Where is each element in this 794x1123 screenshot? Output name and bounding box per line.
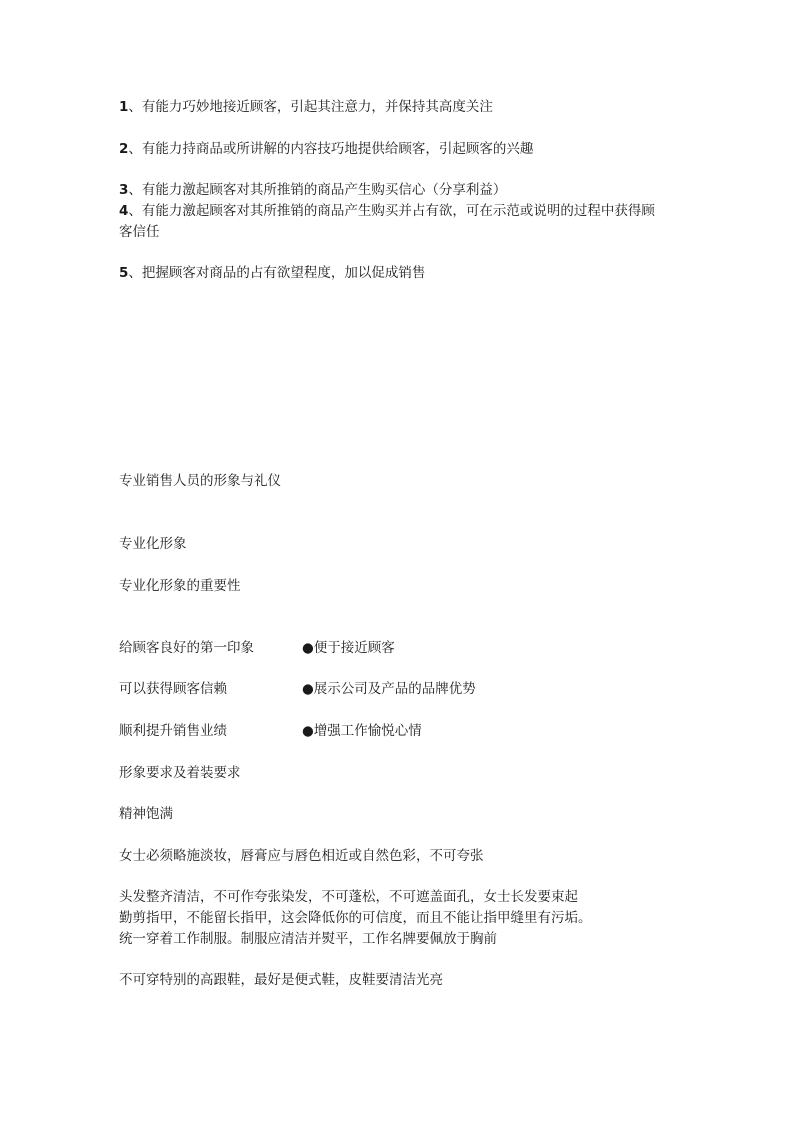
ability-number: 2 — [119, 141, 129, 157]
subsection-title: 专业化形象 — [119, 536, 187, 552]
ability-item-4-continuation: 客信任 — [119, 224, 160, 240]
ability-item-3 — [119, 180, 506, 200]
ability-text: 、把握顾客对商品的占有欲望程度，加以促成销售 — [128, 265, 426, 281]
spirit-line: 精神饱满 — [119, 806, 173, 822]
ability-number: 5 — [119, 265, 129, 281]
ability-item-2 — [119, 139, 533, 159]
nails-line: 勤剪指甲，不能留长指甲，这会降低你的可信度，而且不能让指甲缝里有污垢。 — [119, 910, 592, 926]
benefit-right: ●便于接近顾客 — [302, 640, 395, 656]
ability-text: 、有能力激起顾客对其所推销的商品产生购买并占有欲，可在示范或说明的过程中获得顾 — [128, 203, 655, 219]
ability-number: 4 — [119, 203, 129, 219]
hair-line: 头发整齐清洁，不可作夸张染发，不可蓬松，不可遮盖面孔，女士长发要束起 — [119, 889, 578, 905]
ability-number: 3 — [119, 182, 129, 198]
benefit-right: ●增强工作愉悦心情 — [302, 723, 422, 739]
ability-number: 1 — [119, 99, 129, 115]
benefit-left: 可以获得顾客信赖 — [119, 681, 227, 697]
benefit-right: ●展示公司及产品的品牌优势 — [302, 681, 476, 697]
ability-text: 、有能力激起顾客对其所推销的商品产生购买信心（分享利益） — [128, 182, 507, 198]
section-title: 专业销售人员的形象与礼仪 — [119, 473, 281, 489]
makeup-line: 女士必须略施淡妆，唇膏应与唇色相近或自然色彩，不可夸张 — [119, 848, 484, 864]
importance-title: 专业化形象的重要性 — [119, 578, 241, 594]
shoes-line: 不可穿特别的高跟鞋，最好是便式鞋，皮鞋要清洁光亮 — [119, 972, 443, 988]
ability-text: 、有能力巧妙地接近顾客，引起其注意力，并保持其高度关注 — [128, 99, 493, 115]
benefit-left: 给顾客良好的第一印象 — [119, 640, 254, 656]
benefit-left: 顺利提升销售业绩 — [119, 723, 227, 739]
ability-item-1 — [119, 97, 493, 117]
requirements-title: 形象要求及着装要求 — [119, 765, 241, 781]
ability-item-4 — [119, 201, 655, 221]
ability-item-5 — [119, 263, 425, 283]
uniform-line: 统一穿着工作制服。制服应清洁并熨平，工作名牌要佩放于胸前 — [119, 931, 497, 947]
ability-text: 、有能力持商品或所讲解的内容技巧地提供给顾客，引起顾客的兴趣 — [128, 141, 534, 157]
